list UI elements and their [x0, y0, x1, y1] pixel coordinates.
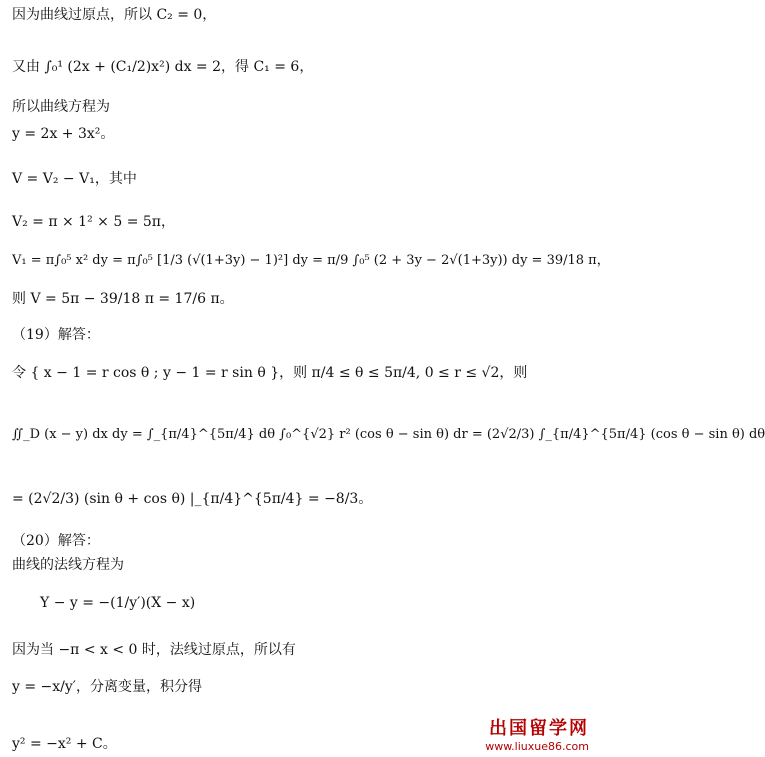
watermark-title: 出国留学网: [489, 718, 589, 739]
text-line-11: ∬_D (x − y) dx dy = ∫_{π/4}^{5π/4} dθ ∫₀^{√2} r² (cos θ − sin θ) dr = (2√2/3) ∫_{π/4}^{5π/4} (cos θ − sin θ) dθ: [12, 427, 765, 442]
text-line-1: 因为曲线过原点，所以 C₂ = 0，: [12, 7, 217, 23]
text-line-18: y² = −x² + C。: [12, 736, 117, 752]
text-line-13: （20）解答：: [12, 533, 100, 549]
watermark-url: www.liuxue86.com: [485, 740, 589, 753]
text-line-5: V = V₂ − V₁，其中: [12, 171, 137, 187]
text-line-4: y = 2x + 3x²。: [12, 126, 115, 142]
text-line-2: 又由 ∫₀¹ (2x + (C₁/2)x²) dx = 2，得 C₁ = 6，: [12, 59, 314, 75]
text-line-8: 则 V = 5π − 39/18 π = 17/6 π。: [12, 291, 234, 307]
text-line-12: = (2√2/3) (sin θ + cos θ) |_{π/4}^{5π/4} = −8/3。: [12, 491, 373, 507]
watermark: [485, 714, 589, 753]
text-line-10: 令 { x − 1 = r cos θ ; y − 1 = r sin θ }，则 π/4 ≤ θ ≤ 5π/4, 0 ≤ r ≤ √2，则: [12, 365, 528, 381]
text-line-16: 因为当 −π < x < 0 时，法线过原点，所以有: [12, 642, 296, 658]
text-line-14: 曲线的法线方程为: [12, 557, 124, 573]
text-line-15: Y − y = −(1/y′)(X − x): [40, 595, 196, 611]
text-line-6: V₂ = π × 1² × 5 = 5π，: [12, 214, 175, 230]
text-line-9: （19）解答：: [12, 327, 100, 343]
text-line-3: 所以曲线方程为: [12, 99, 110, 115]
text-line-7: V₁ = π∫₀⁵ x² dy = π∫₀⁵ [1/3 (√(1+3y) − 1)²] dy = π/9 ∫₀⁵ (2 + 3y − 2√(1+3y)) dy = 39/18 π，: [12, 253, 610, 268]
text-line-17: y = −x/y′，分离变量，积分得: [12, 679, 202, 695]
